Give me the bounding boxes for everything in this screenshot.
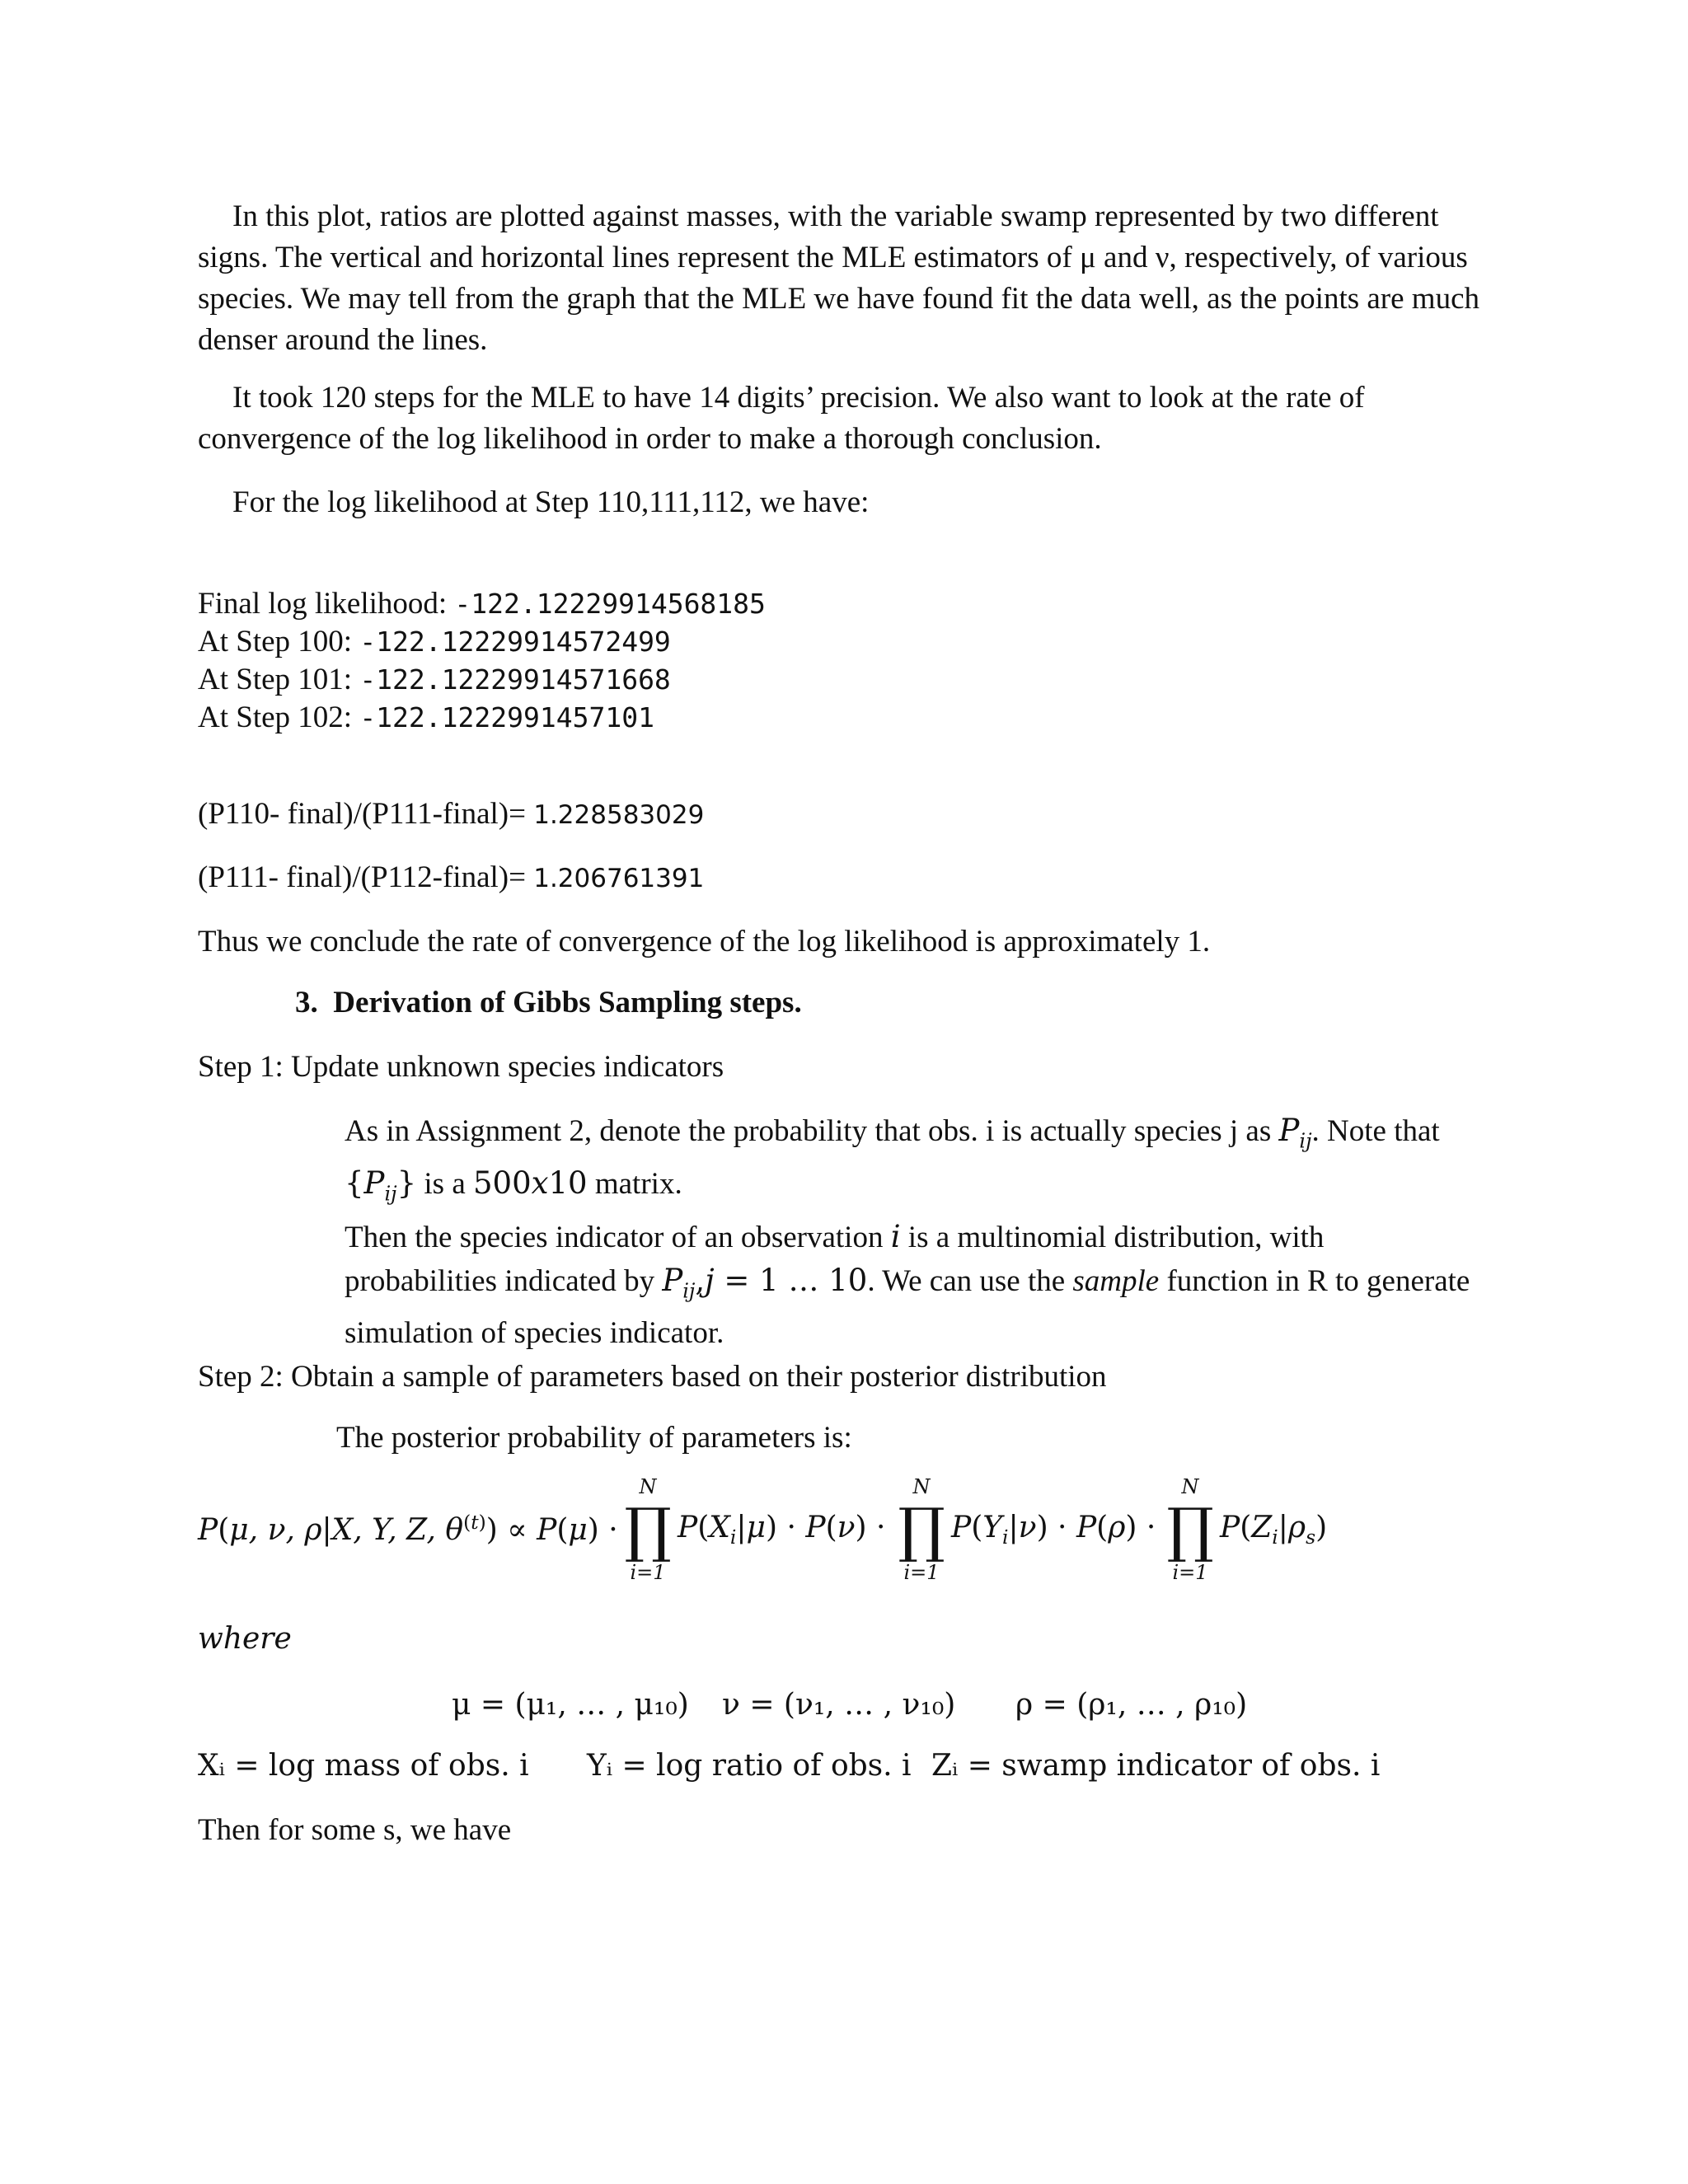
- step1-body: As in Assignment 2, denote the probability that obs. i is actually species j as $P_{ij}$. Note that $\{P_{ij}\}$ is a 500x10 matrix. Then the species indicator of an observation i is a multinomial distribution, with probabilities indicated by $P_{ij},j = 1$ … 10. We can use the sample function in R to generate simulation of species indicator.: [345, 1113, 1470, 1351]
- paragraph-log-intro: For the log likelihood at Step 110,111,112, we have:: [232, 485, 870, 519]
- log-line: At Step 100: -122.12229914572499: [198, 625, 671, 658]
- def-rho: ρ = (ρ₁, … , ρ₁₀): [1015, 1688, 1248, 1722]
- then-text: Then for some s, we have: [198, 1813, 512, 1847]
- math-pij-range: $P_{ij},j = 1$ … 10: [662, 1262, 868, 1303]
- step2-title: Step 2: Obtain a sample of parameters based on their posterior distribution: [198, 1360, 1107, 1394]
- product-symbol: N ∏ i=1: [1166, 1475, 1214, 1584]
- log-line: Final log likelihood: -122.12229914568185: [198, 587, 766, 621]
- paragraph-convergence: It took 120 steps for the MLE to have 14 digits’ precision. We also want to look at the rate of convergence of the log likelihood in order to make a thorough conclusion.: [198, 381, 1365, 456]
- math-i: i: [890, 1218, 901, 1254]
- step2-intro: The posterior probability of parameters is:: [336, 1421, 852, 1455]
- def-nu: ν = (ν₁, … , ν₁₀): [722, 1688, 956, 1722]
- def-y: Yᵢ = log ratio of obs. i: [587, 1749, 912, 1783]
- math-pij: $P_{ij}$: [1278, 1113, 1312, 1153]
- math-pij-set: $\{P_{ij}\}$: [345, 1165, 417, 1206]
- log-line: At Step 101: -122.12229914571668: [198, 663, 671, 696]
- product-symbol: N ∏ i=1: [898, 1475, 945, 1584]
- ratio-line: (P110- final)/(P111-final)= 1.228583029: [198, 797, 705, 831]
- def-z: Zᵢ = swamp indicator of obs. i: [931, 1749, 1381, 1783]
- eq-term-y: $P(Y_i|\nu) \cdot P(\rho)$ ·: [951, 1511, 1156, 1549]
- eq-term-x: $P(X_i|\mu) \cdot P(\nu)$ ·: [678, 1511, 886, 1549]
- math-dimensions: 500x10: [473, 1165, 588, 1202]
- def-mu: μ = (μ₁, … , μ₁₀): [452, 1688, 689, 1722]
- log-line: At Step 102: -122.1222991457101: [198, 701, 654, 734]
- eq-term-z: $P(Z_i|\rho_s)$: [1220, 1511, 1328, 1549]
- product-symbol: N ∏ i=1: [624, 1475, 672, 1584]
- ratio-line: (P111- final)/(P112-final)= 1.206761391: [198, 860, 705, 894]
- paragraph-plot-description: In this plot, ratios are plotted against masses, with the variable swamp represented by two different signs. The vertical and horizontal lines represent the MLE estimators of μ and ν, respectively, of various species. We may tell from the graph that the MLE we have found fit the data well, as the points are much denser around the lines.: [198, 199, 1479, 357]
- where-label: where: [198, 1622, 292, 1656]
- step1-title: Step 1: Update unknown species indicators: [198, 1050, 724, 1084]
- section-heading: 3. Derivation of Gibbs Sampling steps.: [295, 986, 802, 1019]
- def-x: Xᵢ = log mass of obs. i: [198, 1749, 529, 1783]
- conclusion-text: Thus we conclude the rate of convergence of the log likelihood is approximately 1.: [198, 925, 1211, 958]
- eq-lhs: P(μ, ν, ρ|X, Y, Z, $\theta^{(t)}) \propto P(\mu)$ ·: [198, 1511, 618, 1547]
